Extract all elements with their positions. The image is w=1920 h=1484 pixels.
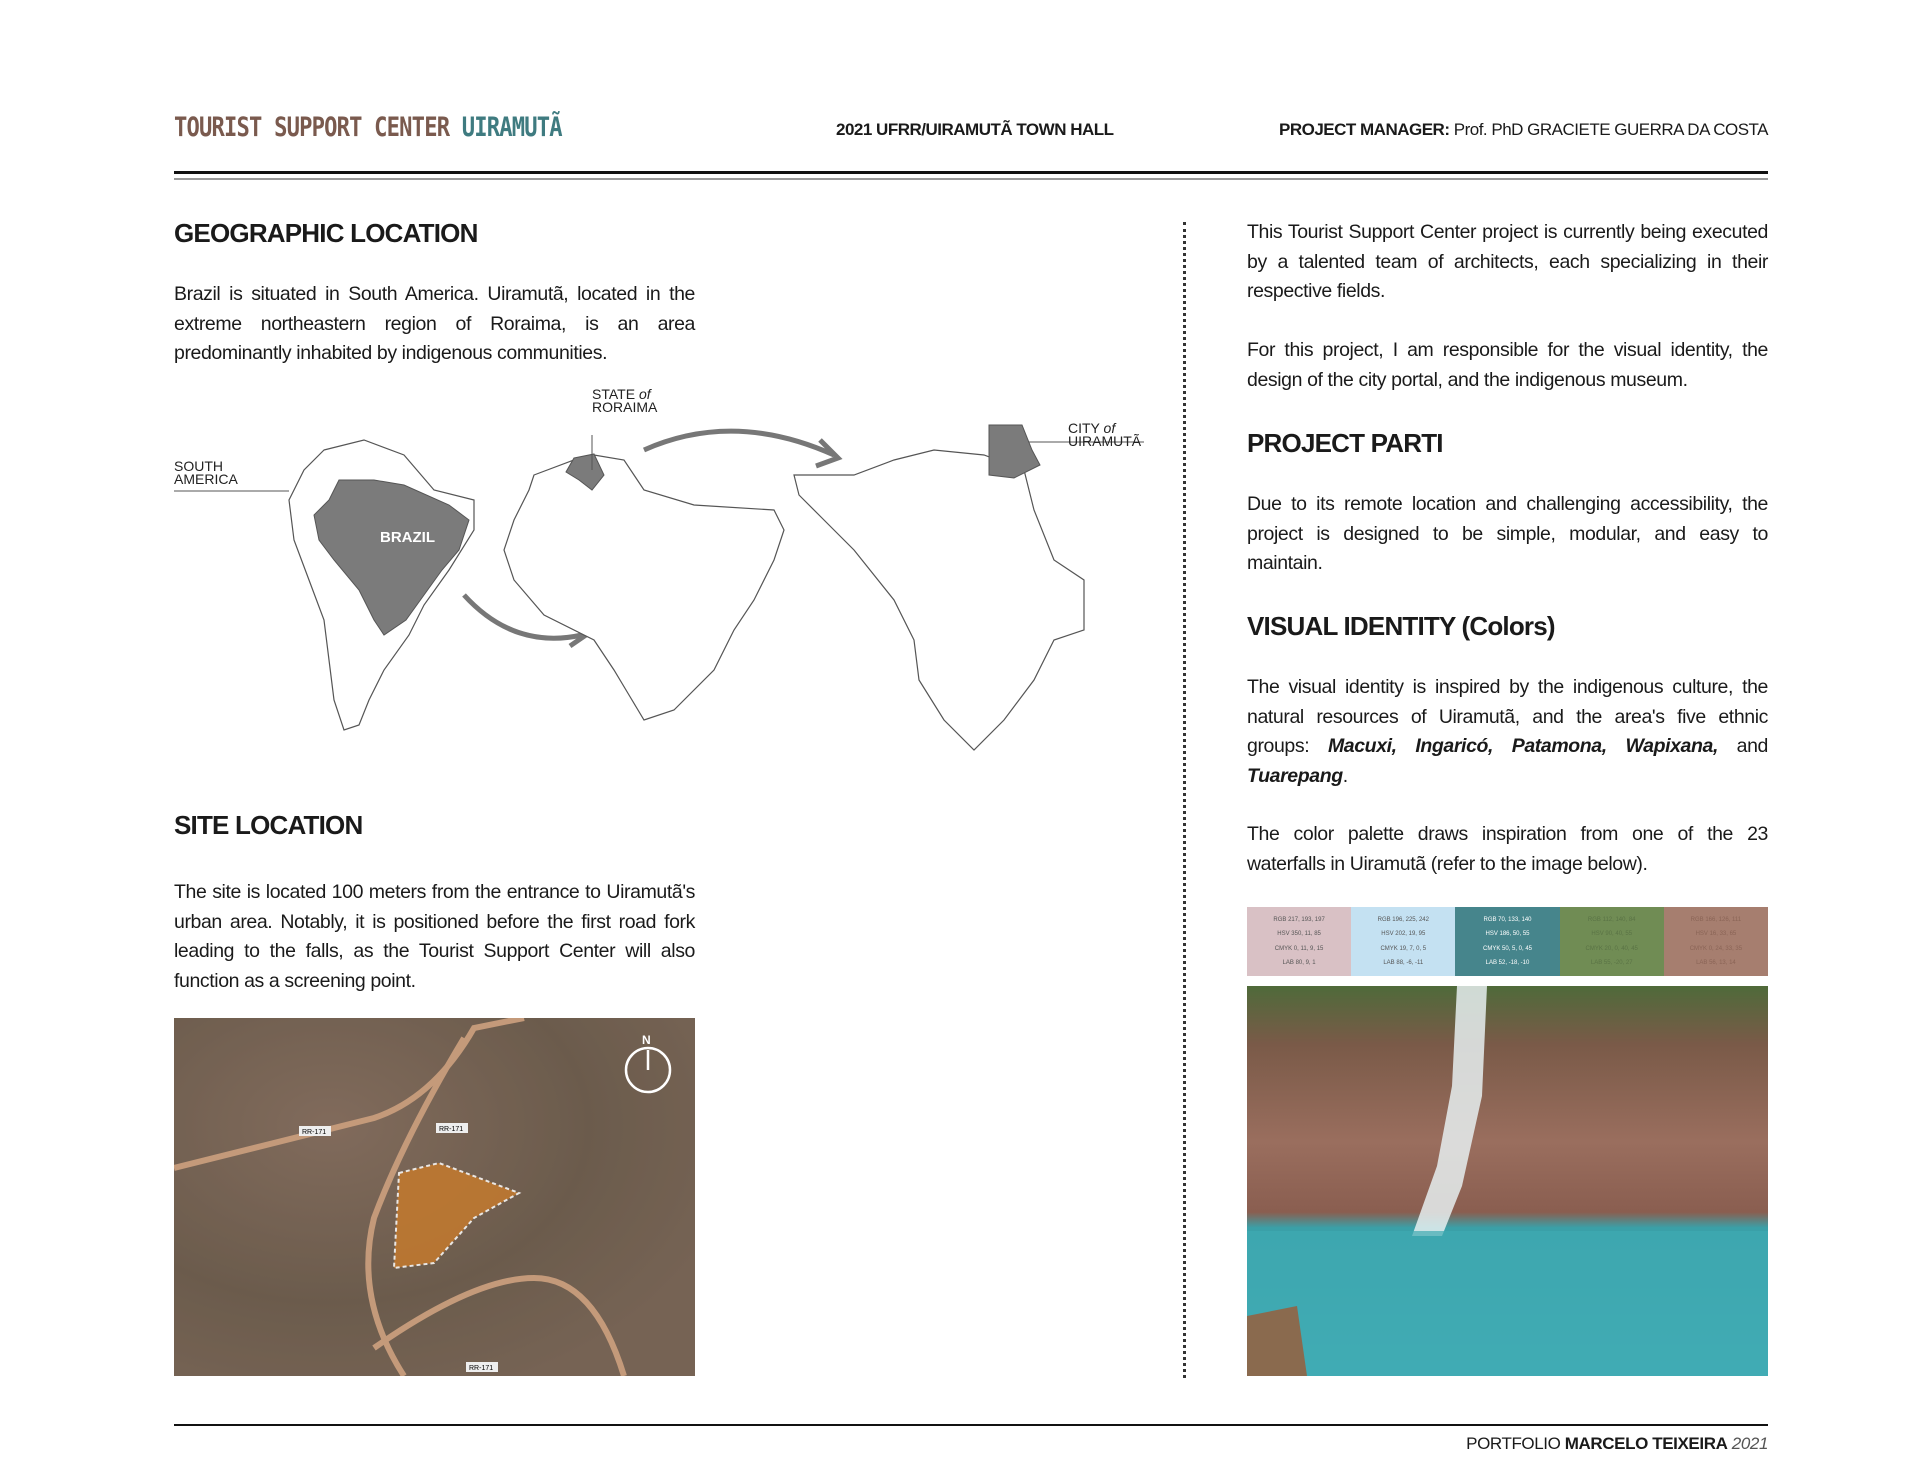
road-label: RR-171 <box>469 1365 494 1372</box>
brand-part-2: UIRAMUTÃ <box>461 112 562 143</box>
swatch: RGB 70, 133, 140 HSV 186, 50, 55 CMYK 50, 5, 0, 45 LAB 52, -18, -10 <box>1455 907 1559 976</box>
manager-name: Prof. PhD GRACIETE GUERRA DA COSTA <box>1453 120 1768 139</box>
arrow-2 <box>644 431 834 455</box>
swatch: RGB 166, 126, 111 HSV 16, 33, 65 CMYK 0, 24, 33, 35 LAB 56, 13, 14 <box>1664 907 1768 976</box>
project-manager <box>1279 120 1768 140</box>
road-label: RR-171 <box>439 1126 464 1133</box>
brand-part-1: TOURIST SUPPORT CENTER <box>174 112 450 143</box>
label-line: STATE of <box>592 386 651 402</box>
parti-heading: PROJECT PARTI <box>1247 428 1443 458</box>
waterfall-image <box>1247 986 1768 1376</box>
swatch: RGB 217, 193, 197 HSV 350, 11, 85 CMYK 0, 11, 9, 15 LAB 80, 9, 1 <box>1247 907 1351 976</box>
site-text: The site is located 100 meters from the entrance to Uiramutã's urban area. Notably, it is positioned before the first road fork leading to the falls, as the Tourist Support Center will also function as a screening point. <box>174 881 695 992</box>
label-line: AMERICA <box>174 471 238 487</box>
label-line: CITY of <box>1068 420 1116 436</box>
palette-text: The color palette draws inspiration from one of the 23 waterfalls in Uiramutã (refer to the image below). <box>1247 823 1768 875</box>
footer-rule <box>174 1424 1768 1426</box>
role-text: For this project, I am responsible for the visual identity, the design of the city portal, and the indigenous museum. <box>1247 339 1768 391</box>
manager-label: PROJECT MANAGER: <box>1278 120 1450 139</box>
swatch: RGB 112, 140, 84 HSV 90, 40, 55 CMYK 20, 0, 40, 45 LAB 55, -20, 27 <box>1560 907 1664 976</box>
label-line: SOUTH <box>174 458 223 474</box>
footer-year: 2021 <box>1731 1434 1768 1453</box>
brazil-map <box>504 435 784 720</box>
footer-name: MARCELO TEIXEIRA <box>1564 1434 1728 1453</box>
column-divider <box>1183 222 1186 1378</box>
geo-text: Brazil is situated in South America. Uiramutã, located in the extreme northeastern region of Roraima, is an area predominantly inhabited by indigenous communities. <box>174 283 695 364</box>
brand-title <box>174 112 562 143</box>
state-label <box>592 388 657 414</box>
swatch: RGB 196, 225, 242 HSV 202, 19, 95 CMYK 19, 7, 0, 5 LAB 88, -6, -11 <box>1351 907 1455 976</box>
geo-heading: GEOGRAPHIC LOCATION <box>174 218 478 248</box>
brazil-label: BRAZIL <box>380 529 435 546</box>
header-rule <box>174 171 1768 174</box>
footer-prefix: PORTFOLIO <box>1466 1434 1561 1453</box>
intro-text: This Tourist Support Center project is currently being executed by a talented team of architects, each specializing in their respective fields. <box>1247 221 1768 302</box>
aerial-site-image <box>174 1018 695 1376</box>
road-label: RR-171 <box>302 1129 327 1136</box>
header-center: 2021 UFRR/UIRAMUTÃ TOWN HALL <box>836 120 1114 139</box>
vi-heading: VISUAL IDENTITY (Colors) <box>1247 611 1555 641</box>
roraima-map <box>794 425 1144 750</box>
vi-text: The visual identity is inspired by the indigenous culture, the natural resources of Uiramutã, and the area's five ethnic groups: Macuxi, Ingaricó, Patamona, Wapixana, and Tuarepang. <box>1247 676 1769 787</box>
location-maps <box>174 380 1154 760</box>
header-rule-thin <box>174 178 1768 180</box>
north-label: N <box>642 1033 651 1047</box>
city-label <box>1068 422 1141 448</box>
site-heading: SITE LOCATION <box>174 810 363 840</box>
color-palette <box>1247 907 1768 976</box>
waterfall-overlay <box>1247 986 1768 1376</box>
parti-text: Due to its remote location and challenging accessibility, the project is designed to be simple, modular, and easy to maintain. <box>1247 493 1768 574</box>
footer <box>1466 1434 1768 1454</box>
aerial-overlay <box>174 1018 695 1376</box>
label-line: RORAIMA <box>592 399 658 415</box>
south-america-label <box>174 460 238 486</box>
label-line: UIRAMUTÃ <box>1068 433 1142 449</box>
